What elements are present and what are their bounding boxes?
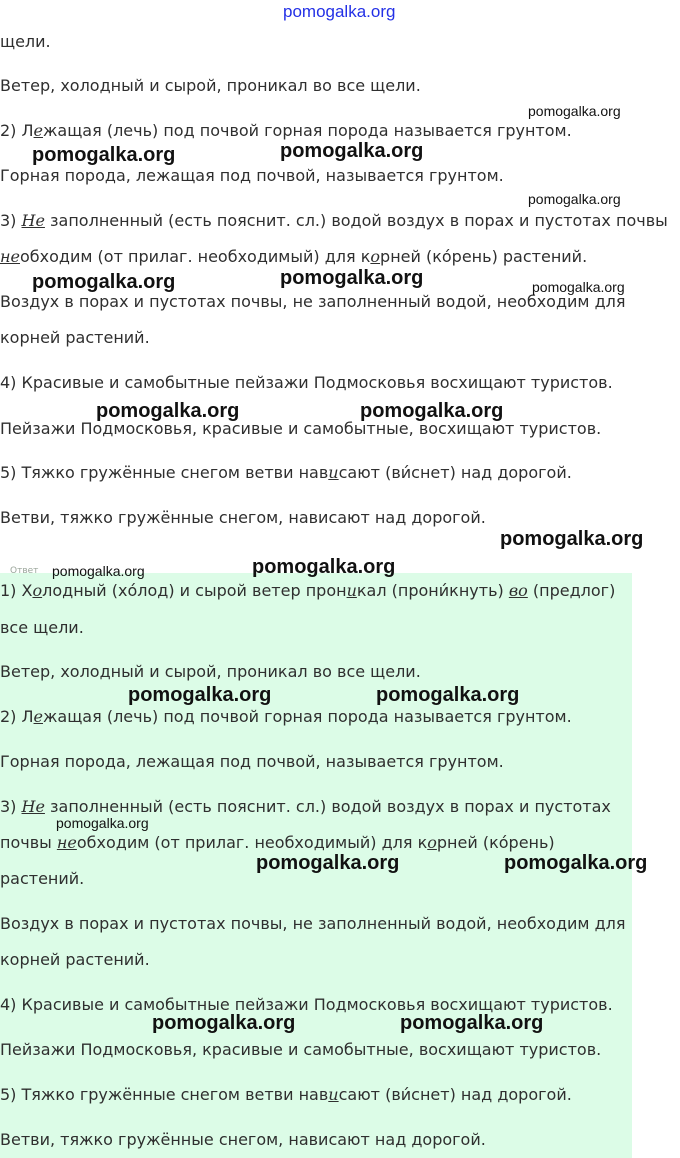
text-segment: Пейзажи Подмосковья, красивые и самобытные, восхищают туристов. <box>0 419 602 438</box>
marked-letter: Не <box>21 797 45 816</box>
text-segment: растений. <box>0 869 85 888</box>
text-segment: 5) Тяжко гружённые снегом ветви нав <box>0 463 329 482</box>
watermark: pomogalka.org <box>52 563 145 579</box>
watermark: pomogalka.org <box>128 684 272 706</box>
text-line <box>0 869 84 889</box>
text-segment: 1) Х <box>0 581 33 600</box>
watermark: pomogalka.org <box>532 279 625 295</box>
marked-letter: и <box>328 463 339 482</box>
watermark: pomogalka.org <box>152 1012 296 1034</box>
watermark: pomogalka.org <box>96 400 240 422</box>
text-segment: 3) <box>0 797 22 816</box>
marked-letter: е <box>33 707 44 726</box>
text-segment: кал (прони́кнуть) <box>356 581 509 600</box>
text-segment: (предлог) <box>527 581 616 600</box>
text-line <box>0 328 150 348</box>
text-line <box>0 419 601 439</box>
text-line <box>0 247 587 267</box>
marked-letter: во <box>508 581 528 600</box>
watermark: pomogalka.org <box>360 400 504 422</box>
text-line <box>0 32 51 52</box>
watermark: pomogalka.org <box>500 528 644 550</box>
text-segment: жащая (лечь) под почвой горная порода называется грунтом. <box>43 707 572 726</box>
text-line <box>0 797 611 817</box>
watermark: pomogalka.org <box>504 852 648 874</box>
text-segment: Ветер, холодный и сырой, проникал во все щели. <box>0 662 421 681</box>
marked-letter: и <box>346 581 357 600</box>
watermark: pomogalka.org <box>280 140 424 162</box>
text-line <box>0 121 572 141</box>
text-line <box>0 752 504 772</box>
text-segment: 2) Л <box>0 121 34 140</box>
text-segment: почвы <box>0 833 57 852</box>
watermark: pomogalka.org <box>528 191 621 207</box>
watermark: pomogalka.org <box>32 144 176 166</box>
text-segment: сают (ви́снет) над дорогой. <box>338 463 572 482</box>
text-line <box>0 463 572 483</box>
text-segment: Ветер, холодный и сырой, проникал во все щели. <box>0 76 421 95</box>
text-segment: лодный (хо́лод) и сырой ветер прон <box>42 581 347 600</box>
text-segment: все щели. <box>0 618 84 637</box>
text-segment: корней растений. <box>0 950 150 969</box>
text-segment: Воздух в порах и пустотах почвы, не заполненный водой, необходим для <box>0 914 626 933</box>
marked-letter: Не <box>21 211 45 230</box>
text-line <box>0 662 421 682</box>
text-segment: рней (ко́рень) <box>436 833 555 852</box>
text-line <box>0 166 504 186</box>
text-segment: Ветви, тяжко гружённые снегом, нависают над дорогой. <box>0 1130 486 1149</box>
marked-letter: е <box>33 121 44 140</box>
marked-letter: о <box>32 581 43 600</box>
text-line <box>0 833 555 853</box>
text-line <box>0 1040 601 1060</box>
answer-separator-label: Ответ <box>10 566 39 576</box>
text-segment: 3) <box>0 211 22 230</box>
watermark: pomogalka.org <box>400 1012 544 1034</box>
text-segment: обходим (от прилаг. необходимый) для к <box>20 247 371 266</box>
text-line <box>0 914 626 934</box>
text-segment: 4) Красивые и самобытные пейзажи Подмосковья восхищают туристов. <box>0 373 613 392</box>
watermark: pomogalka.org <box>280 267 424 289</box>
marked-letter: не <box>56 833 77 852</box>
text-line <box>0 76 421 96</box>
watermark: pomogalka.org <box>528 103 621 119</box>
text-segment: заполненный (есть пояснит. сл.) водой воздух в порах и пустотах почвы <box>44 211 668 230</box>
text-line <box>0 950 150 970</box>
text-segment: 5) Тяжко гружённые снегом ветви нав <box>0 1085 329 1104</box>
marked-letter: о <box>370 247 381 266</box>
text-line <box>0 508 486 528</box>
text-segment: сают (ви́снет) над дорогой. <box>338 1085 572 1104</box>
text-line <box>0 1130 486 1150</box>
text-segment: Ветви, тяжко гружённые снегом, нависают над дорогой. <box>0 508 486 527</box>
watermark: pomogalka.org <box>32 271 176 293</box>
text-line <box>0 707 572 727</box>
text-segment: заполненный (есть пояснит. сл.) водой воздух в порах и пустотах <box>44 797 611 816</box>
text-segment: 2) Л <box>0 707 34 726</box>
text-line <box>0 581 615 601</box>
marked-letter: не <box>0 247 21 266</box>
watermark: pomogalka.org <box>56 815 149 831</box>
marked-letter: и <box>328 1085 339 1104</box>
watermark: pomogalka.org <box>256 852 400 874</box>
text-segment: обходим (от прилаг. необходимый) для к <box>76 833 428 852</box>
text-line <box>0 373 613 393</box>
text-line <box>0 1085 572 1105</box>
text-line <box>0 618 84 638</box>
text-segment: жащая (лечь) под почвой горная порода называется грунтом. <box>43 121 572 140</box>
text-line <box>0 292 626 312</box>
watermark: pomogalka.org <box>376 684 520 706</box>
text-line <box>0 211 668 231</box>
marked-letter: о <box>427 833 437 852</box>
text-segment: Горная порода, лежащая под почвой, называется грунтом. <box>0 166 504 185</box>
text-segment: щели. <box>0 32 51 51</box>
text-segment: Горная порода, лежащая под почвой, называется грунтом. <box>0 752 504 771</box>
text-segment: 4) Красивые и самобытные пейзажи Подмосковья восхищают туристов. <box>0 995 613 1014</box>
text-segment: рней (ко́рень) растений. <box>380 247 588 266</box>
watermark: pomogalka.org <box>252 556 396 578</box>
text-segment: Пейзажи Подмосковья, красивые и самобытные, восхищают туристов. <box>0 1040 602 1059</box>
watermark-top-link[interactable]: pomogalka.org <box>283 2 396 21</box>
text-segment: корней растений. <box>0 328 150 347</box>
text-segment: Воздух в порах и пустотах почвы, не заполненный водой, необходим для <box>0 292 626 311</box>
